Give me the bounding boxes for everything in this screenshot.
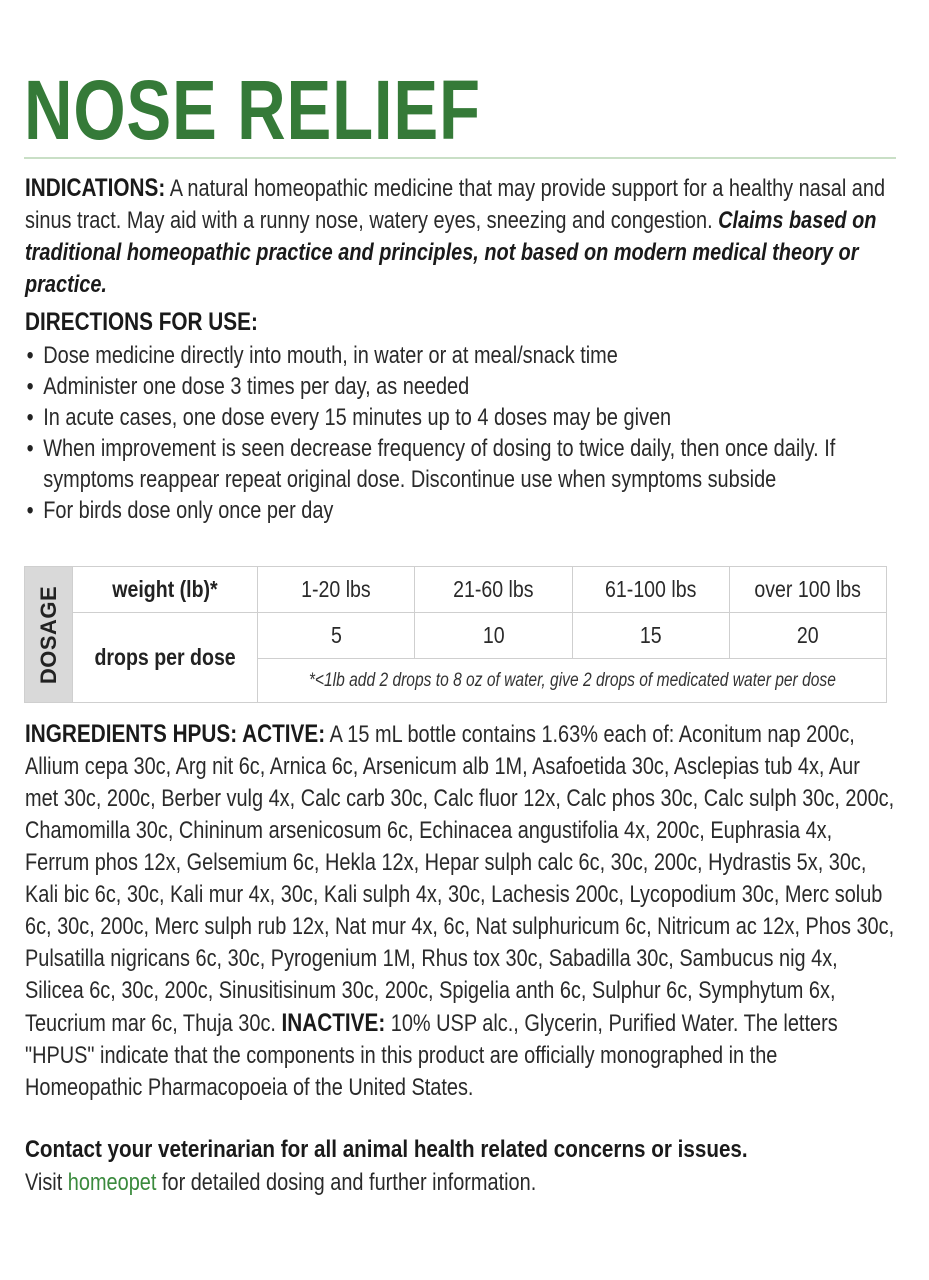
indications-section [25,172,897,301]
contact-vet-notice: Contact your veterinarian for all animal health related concerns or issues. [25,1136,748,1163]
indications-heading: INDICATIONS: [25,174,166,202]
dosage-label-text: DOSAGE [35,585,61,684]
indications-claims: Claims based on traditional homeopathic practice and principles, not based on modern medical theory or practice. [25,207,877,298]
dosage-side-label [25,567,73,702]
directions-list [25,340,863,526]
drops-value: 15 [640,622,662,648]
active-ingredients-text: A 15 mL bottle contains 1.63% each of: Aconitum nap 200c, Allium cepa 30c, Arg nit 6c, Arnica 6c, Arsenicum alb 1M, Asafoetida 30c, Asclepias tub 4x, Aur met 30c, 200c, Berber vulg 4x, Calc carb 30c, Calc fluor 12x, Calc phos 30c, Calc sulph 30c, 200c, Chamomilla 30c, Chininum arsenicosum 6c, Echinacea angustifolia 4x, 200c, Euphrasia 4x, Ferrum phos 12x, Gelsemium 6c, Hekla 12x, Hepar sulph calc 6c, 30c, 200c, Hydrastis 5x, 30c, Kali bic 6c, 30c, Kali mur 4x, 30c, Kali sulph 4x, 30c, Lachesis 200c, Lycopodium 30c, Merc solub 6c, 30c, 200c, Merc sulph rub 12x, Nat mur 4x, 6c, Nat sulphuricum 6c, Nitricum ac 12x, Phos 30c, Pulsatilla nigricans 6c, 30c, Pyrogenium 1M, Rhus tox 30c, Sabadilla 30c, Sambucus nig 4x, Silicea 6c, 30c, 200c, Sinusitisinum 30c, 200c, Spigelia anth 6c, Sulphur 6c, Symphytum 6x, Teucrium mar 6c, Thuja 30c. [25,721,895,1037]
weight-label-cell [73,567,257,612]
drops-cell [257,612,414,658]
drops-label-cell [73,612,257,702]
visit-line [25,1169,536,1197]
drops-cell [572,612,729,658]
weight-value: over 100 lbs [754,576,862,602]
inactive-ingredients-text: 10% USP alc., Glycerin, Purified Water. The letters "HPUS" indicate that the components in this product are officially monographed in the Homeopathic Pharmacopoeia of the United States. [25,1010,838,1101]
drops-value: 10 [482,622,505,648]
weight-cell [572,567,729,612]
drops-value: 5 [330,622,342,648]
visit-suffix: for detailed dosing and further information. [161,1169,537,1196]
drops-cell [729,612,886,658]
weight-value: 1-20 lbs [301,576,371,602]
weight-cell [729,567,886,612]
directions-item: • For birds dose only once per day [25,495,863,526]
indications-text: A natural homeopathic medicine that may provide support for a healthy nasal and sinus tract. May aid with a runny nose, watery eyes, sneezing and congestion. [25,175,886,234]
drops-value: 20 [797,622,819,648]
visit-prefix: Visit [25,1169,63,1196]
dosage-footnote-cell [257,658,886,702]
ingredients-heading: INGREDIENTS HPUS: ACTIVE: [25,720,326,748]
ingredients-section [25,718,897,1104]
weight-cell [414,567,572,612]
dosage-table [24,566,887,703]
directions-item: • Dose medicine directly into mouth, in water or at meal/snack time [25,340,863,371]
directions-item: • When improvement is seen decrease frequency of dosing to twice daily, then once daily. If symptoms reappear repeat original dose. Discontinue use when symptoms subside [25,433,863,495]
directions-item: • In acute cases, one dose every 15 minutes up to 4 doses may be given [25,402,863,433]
directions-heading: DIRECTIONS FOR USE: [25,308,258,336]
weight-value: 21-60 lbs [453,576,534,602]
inactive-heading: INACTIVE: [281,1009,386,1037]
homeopet-link[interactable]: homeopet [67,1169,157,1196]
dosage-footnote: *<1lb add 2 drops to 8 oz of water, give 2 drops of medicated water per dose [308,669,836,691]
drops-cell [414,612,572,658]
weight-cell [257,567,414,612]
directions-item: • Administer one dose 3 times per day, as needed [25,371,863,402]
weight-value: 61-100 lbs [605,576,697,602]
title-divider [24,157,896,159]
product-title: NOSE RELIEF [24,63,481,157]
drops-label: drops per dose [94,644,236,670]
weight-label: weight (lb)* [112,576,218,602]
